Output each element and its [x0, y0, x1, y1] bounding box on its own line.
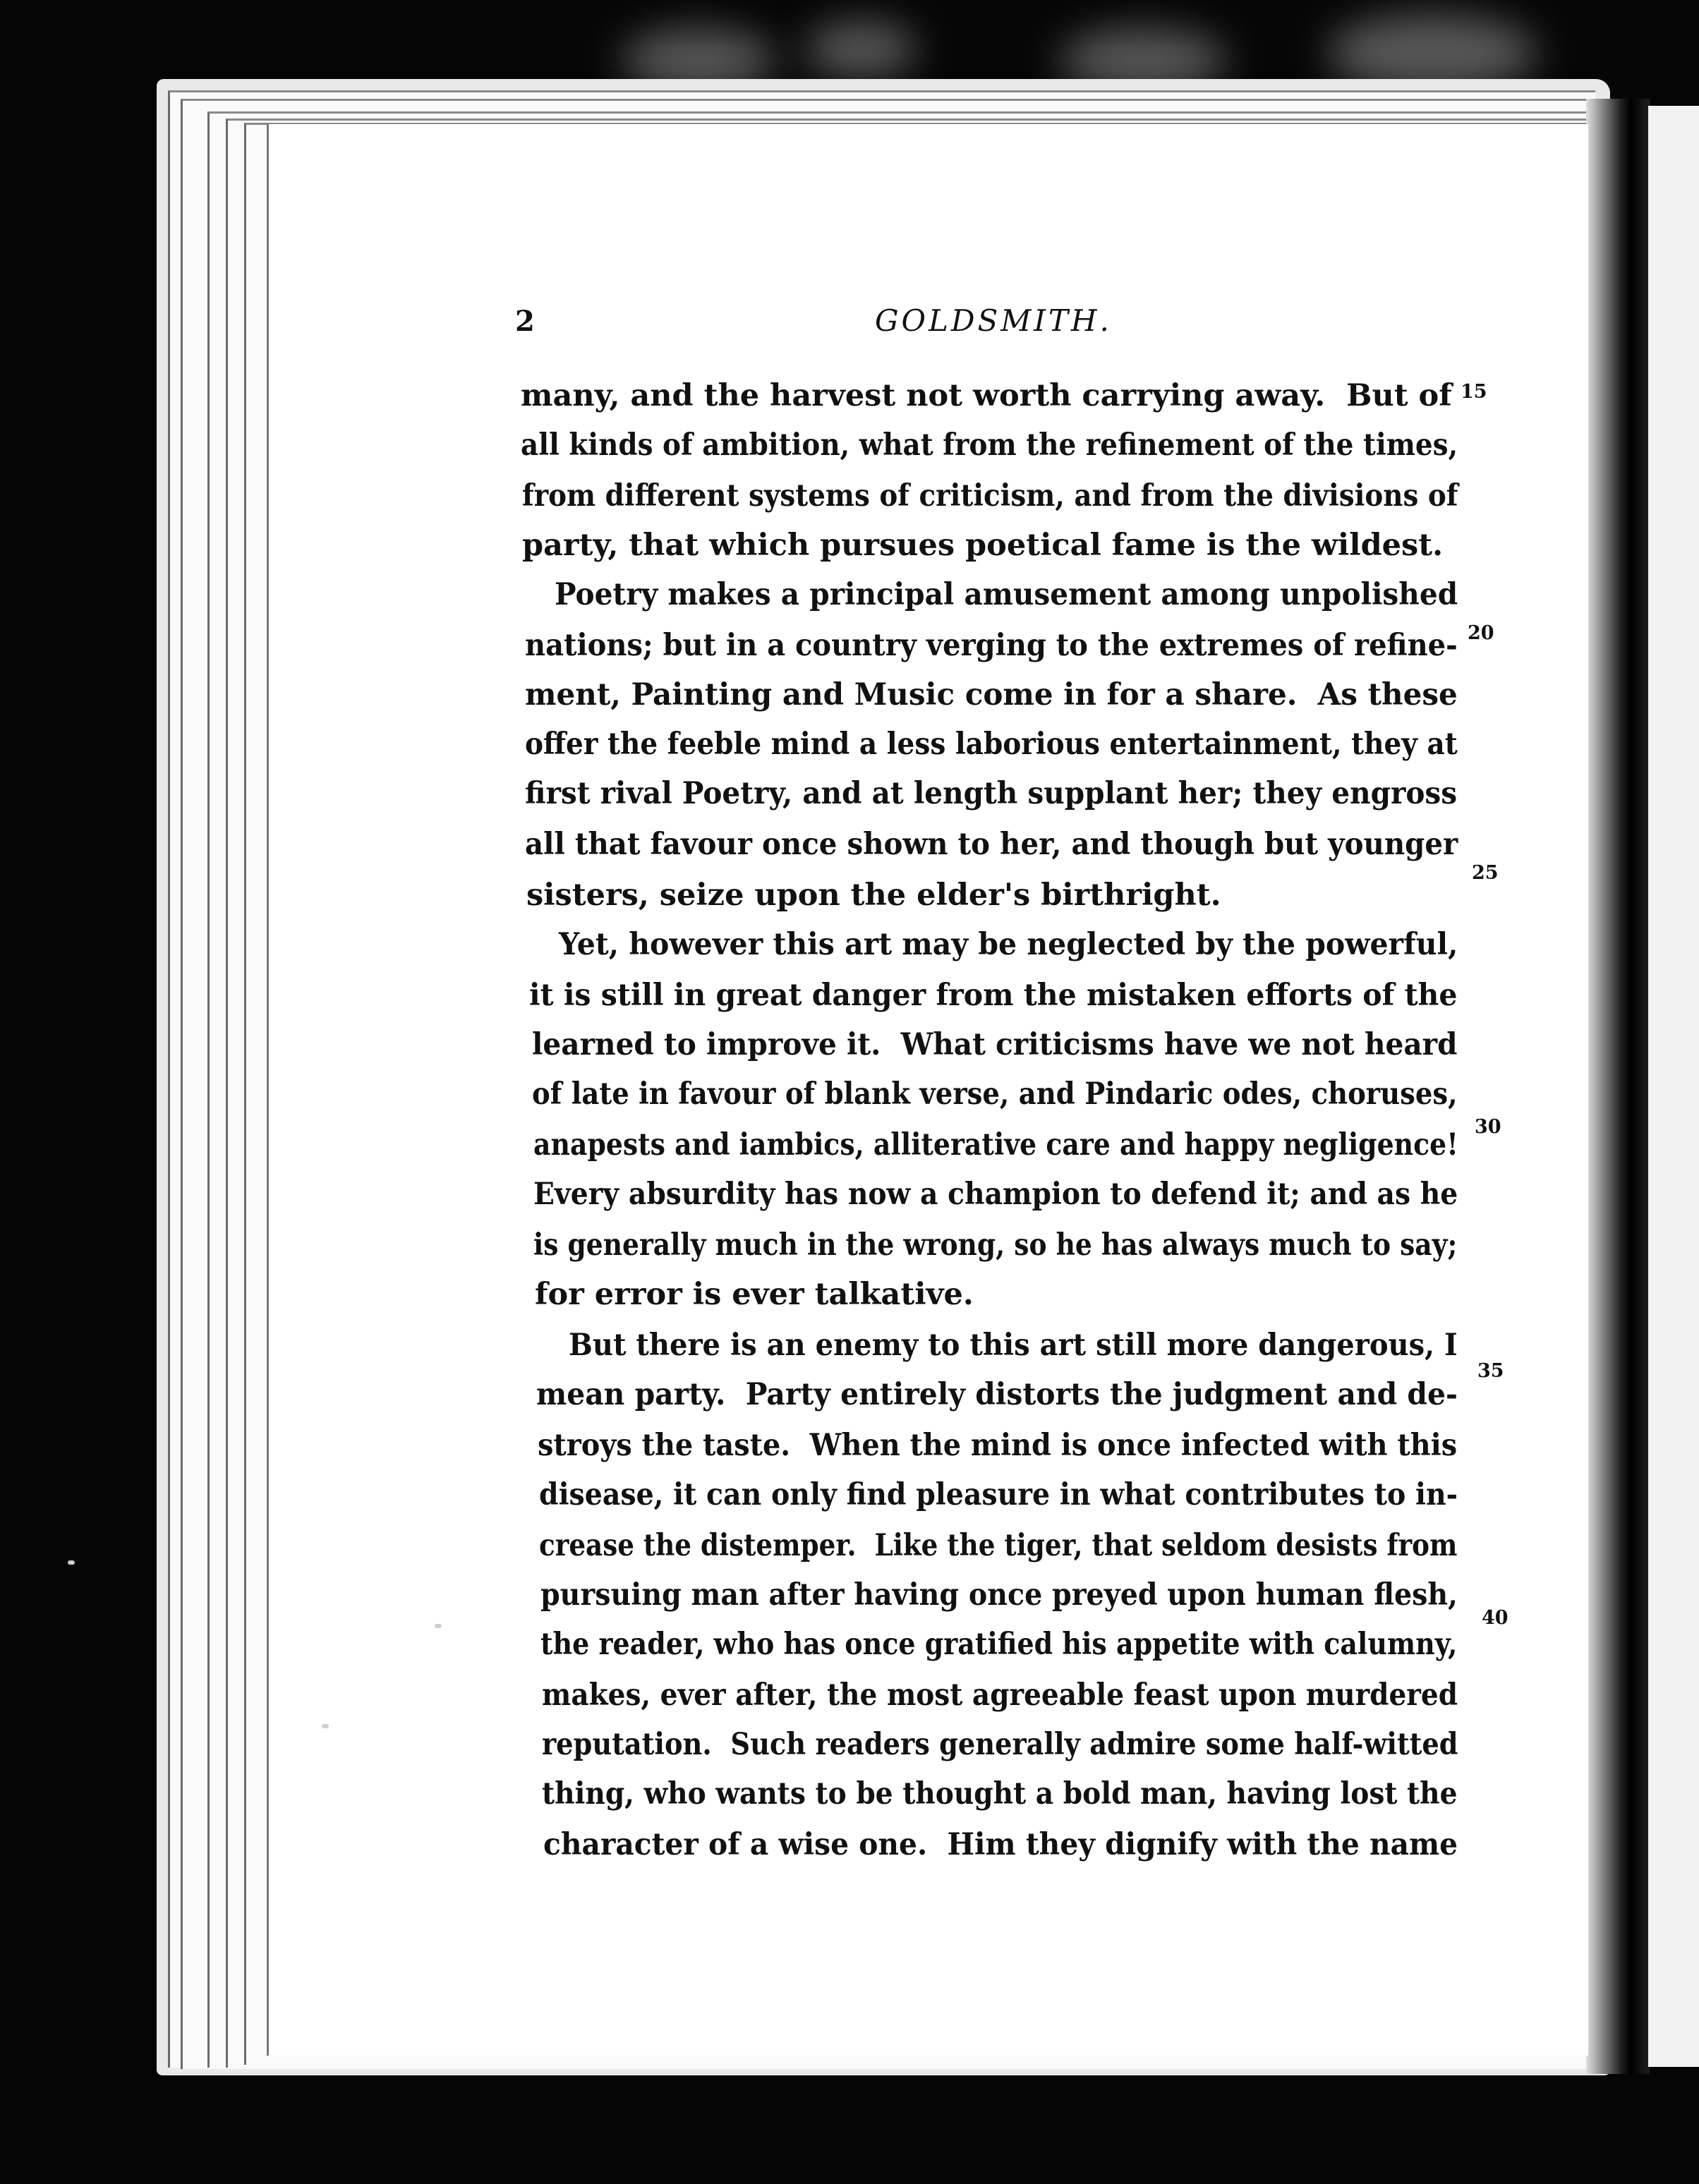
- text-line: crease the distemper. Like the tiger, that seldom desists from: [539, 1528, 1458, 1563]
- text-line: nations; but in a country verging to the extremes of refine-: [525, 628, 1458, 663]
- scan-speck: [68, 1560, 75, 1565]
- page-number: 2: [515, 305, 536, 338]
- text-line: the reader, who has once gratified his appetite with calumny,: [540, 1627, 1458, 1662]
- text-line: of late in favour of blank verse, and Pindaric odes, choruses,: [532, 1076, 1458, 1112]
- line-number: 40: [1482, 1607, 1508, 1629]
- text-line: it is still in great danger from the mistaken efforts of the: [529, 978, 1458, 1013]
- text-line: makes, ever after, the most agreeable feast upon murdered: [542, 1678, 1458, 1713]
- text-line: character of a wise one. Him they dignify with the name: [543, 1827, 1458, 1862]
- scan-blotch: [804, 21, 917, 78]
- text-line: offer the feeble mind a less laborious entertainment, they at: [525, 727, 1458, 762]
- text-line: stroys the taste. When the mind is once infected with this: [538, 1428, 1458, 1463]
- line-number: 20: [1468, 622, 1494, 644]
- text-line: all kinds of ambition, what from the refinement of the times,: [521, 427, 1458, 463]
- facing-page-edge: [1648, 106, 1699, 2067]
- scan-speck: [435, 1624, 442, 1628]
- text-line: Yet, however this art may be neglected by the powerful,: [559, 927, 1458, 962]
- text-line: pursuing man after having once preyed upon human flesh,: [540, 1577, 1458, 1613]
- text-line: for error is ever talkative.: [535, 1277, 974, 1312]
- text-line: mean party. Party entirely distorts the judgment and de-: [536, 1377, 1458, 1412]
- text-line: all that favour once shown to her, and though but younger: [525, 827, 1458, 862]
- text-line: anapests and iambics, alliterative care and happy negligence!: [533, 1127, 1458, 1163]
- text-line: reputation. Such readers generally admire some half-witted: [542, 1727, 1458, 1762]
- text-line: first rival Poetry, and at length supplant her; they engross: [525, 776, 1458, 811]
- text-line: ment, Painting and Music come in for a share. As these: [525, 677, 1458, 712]
- line-number: 35: [1477, 1360, 1504, 1382]
- text-line: sisters, seize upon the elder's birthright.: [526, 878, 1221, 913]
- line-number: 15: [1461, 381, 1487, 403]
- line-number: 30: [1475, 1116, 1501, 1138]
- running-head: GOLDSMITH.: [875, 303, 1112, 338]
- text-line: Every absurdity has now a champion to defend it; and as he: [533, 1177, 1458, 1212]
- text-line: thing, who wants to be thought a bold man, having lost the: [542, 1776, 1458, 1812]
- text-line: Poetry makes a principal amusement among unpolished: [555, 577, 1458, 612]
- book-gutter: [1586, 99, 1650, 2074]
- text-line: learned to improve it. What criticisms have we not heard: [532, 1027, 1458, 1062]
- text-line: But there is an enemy to this art still more dangerous, I: [569, 1328, 1458, 1363]
- text-line: many, and the harvest not worth carrying away. But of: [521, 378, 1452, 413]
- text-line: is generally much in the wrong, so he has always much to say;: [533, 1227, 1458, 1263]
- text-line: party, that which pursues poetical fame is the wildest.: [522, 528, 1444, 563]
- text-line: from different systems of criticism, and from the divisions of: [522, 478, 1458, 514]
- line-number: 25: [1472, 862, 1499, 884]
- text-line: disease, it can only find pleasure in what contributes to in-: [539, 1477, 1458, 1512]
- scan-speck: [322, 1724, 329, 1728]
